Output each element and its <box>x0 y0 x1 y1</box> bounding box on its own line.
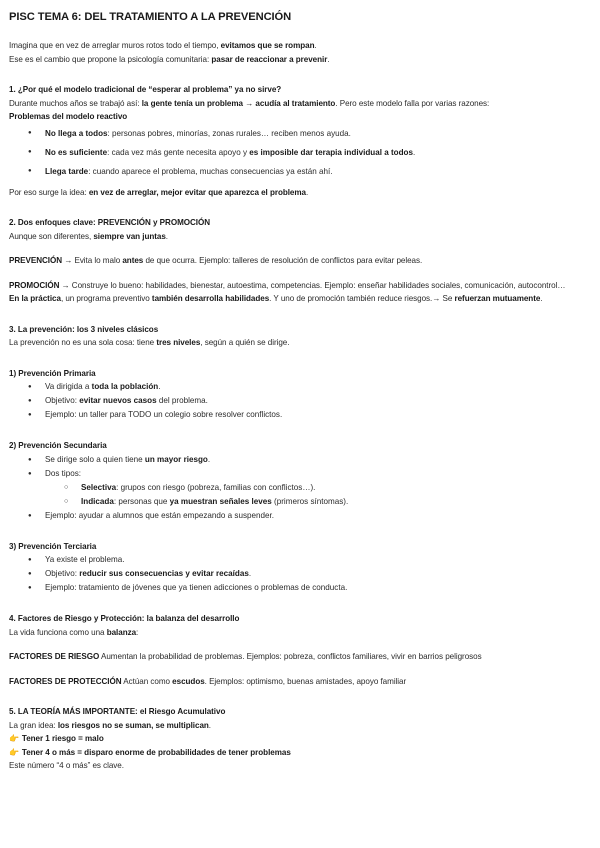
list-sub-item: ○ Selectiva: grupos con riesgo (pobreza, familias con conflictos…). <box>9 481 594 495</box>
intro-line-1: Imagina que en vez de arreglar muros rotos todo el tiempo, evitamos que se rompan. <box>9 41 317 50</box>
list-item: ● Objetivo: evitar nuevos casos del problema. <box>9 394 594 408</box>
list-item: ● Ejemplo: ayudar a alumnos que están empezando a suspender. <box>9 509 594 523</box>
pointing-hand-icon: 👉 <box>9 734 19 743</box>
list-item: ● No es suficiente: cada vez más gente necesita apoyo y es imposible dar terapia individual a todos. <box>9 143 594 162</box>
list-item: ● Va dirigida a toda la población. <box>9 380 594 394</box>
section-1-conclusion: Por eso surge la idea: en vez de arreglar, mejor evitar que aparezca el problema. <box>9 187 309 197</box>
tertiary-prevention-list <box>9 553 594 595</box>
section-2-heading: 2. Dos enfoques clave: PREVENCIÓN y PROMOCIÓN <box>9 218 211 227</box>
risk-factors-line: FACTORES DE RIESGO Aumentan la probabilidad de problemas. Ejemplos: pobreza, conflictos familiares, vivir en barrios peligrosos <box>9 652 482 661</box>
section-3-heading: 3. La prevención: los 3 niveles clásicos <box>9 324 159 334</box>
reactive-model-problems-list <box>9 124 594 181</box>
section-2-paragraph: Aunque son diferentes, siempre van juntas. <box>9 231 168 241</box>
list-item: ● Dos tipos: <box>9 467 594 481</box>
section-1-paragraph: Durante muchos años se trabajó así: la gente tenía un problema → acudía al tratamiento. Pero este modelo falla por varias razones: <box>9 98 490 108</box>
tertiary-prevention-heading: 3) Prevención Terciaria <box>9 541 97 551</box>
in-practice-paragraph: En la práctica, un programa preventivo también desarrolla habilidades. Y uno de promoción también reduce riesgos.→ Se refuerzan mutuamente. <box>9 294 543 303</box>
list-item: ● Ejemplo: tratamiento de jóvenes que ya tienen adicciones o problemas de conducta. <box>9 581 594 595</box>
prevention-definition: PREVENCIÓN → Evita lo malo antes de que ocurra. Ejemplo: talleres de resolución de conflictos para evitar peleas. <box>9 256 423 265</box>
pointer-line-2: 👉 Tener 4 o más = disparo enorme de probabilidades de tener problemas <box>9 747 291 757</box>
section-4-paragraph: La vida funciona como una balanza: <box>9 627 139 637</box>
section-1-subheading: Problemas del modelo reactivo <box>9 112 128 121</box>
list-item: ● Objetivo: reducir sus consecuencias y evitar recaídas. <box>9 567 594 581</box>
primary-prevention-heading: 1) Prevención Primaria <box>9 368 96 378</box>
document-page <box>9 11 594 773</box>
secondary-prevention-heading: 2) Prevención Secundaria <box>9 441 107 450</box>
section-1-heading: 1. ¿Por qué el modelo tradicional de “esperar al problema” ya no sirve? <box>9 85 282 94</box>
secondary-prevention-list <box>9 453 594 523</box>
section-3-paragraph: La prevención no es una sola cosa: tiene tres niveles, según a quién se dirige. <box>9 338 290 347</box>
list-sub-item: ○ Indicada: personas que ya muestran señales leves (primeros síntomas). <box>9 495 594 509</box>
closing-line: Este número “4 o más” es clave. <box>9 761 124 770</box>
section-4-heading: 4. Factores de Riesgo y Protección: la balanza del desarrollo <box>9 614 240 623</box>
section-5-paragraph: La gran idea: los riesgos no se suman, se multiplican. <box>9 720 211 730</box>
intro-line-2: Ese es el cambio que propone la psicología comunitaria: pasar de reaccionar a prevenir. <box>9 54 330 64</box>
list-item: ● No llega a todos: personas pobres, minorías, zonas rurales… reciben menos ayuda. <box>9 124 594 143</box>
section-5-heading: 5. LA TEORÍA MÁS IMPORTANTE: el Riesgo Acumulativo <box>9 707 226 716</box>
page-title: PISC TEMA 6: DEL TRATAMIENTO A LA PREVENCIÓN <box>9 11 292 23</box>
list-item: ● Ejemplo: un taller para TODO un colegio sobre resolver conflictos. <box>9 408 594 422</box>
pointing-hand-icon: 👉 <box>9 747 19 757</box>
protective-factors-line: FACTORES DE PROTECCIÓN Actúan como escudos. Ejemplos: optimismo, buenas amistades, apoyo familiar <box>9 676 407 686</box>
list-item: ● Llega tarde: cuando aparece el problema, muchas consecuencias ya están ahí. <box>9 162 594 181</box>
primary-prevention-list <box>9 380 594 422</box>
promotion-definition: PROMOCIÓN → Construye lo bueno: habilidades, bienestar, autoestima, competencias. Ejemplo: enseñar habilidades sociales, comunicación, autocontrol… <box>9 280 566 290</box>
pointer-line-1: 👉 Tener 1 riesgo = malo <box>9 734 104 743</box>
list-item: ● Se dirige solo a quien tiene un mayor riesgo. <box>9 453 594 467</box>
list-item: ● Ya existe el problema. <box>9 553 594 567</box>
